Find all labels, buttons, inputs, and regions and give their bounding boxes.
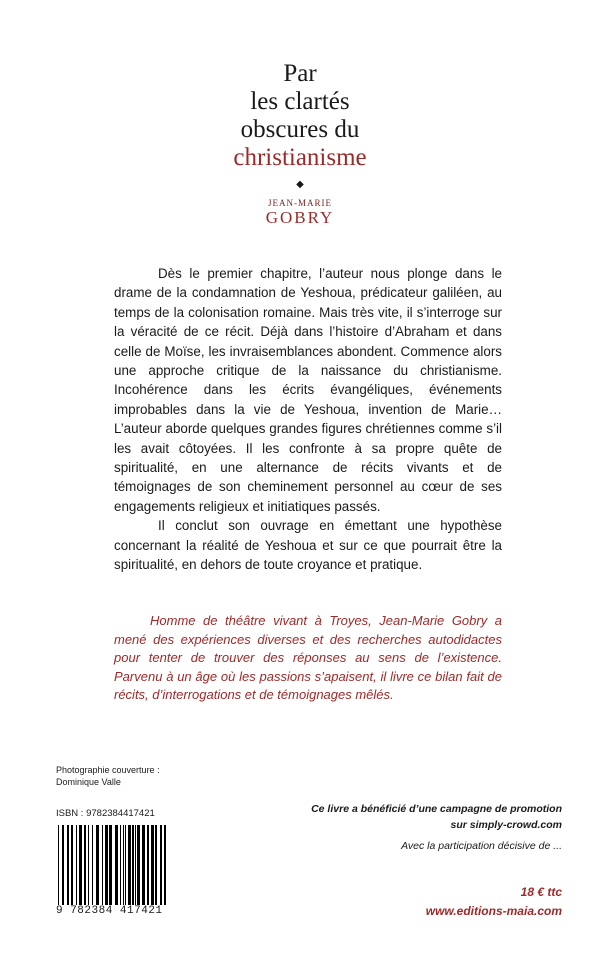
title-line-2: les clartés <box>250 88 350 115</box>
title-line-4: christianisme <box>233 144 367 171</box>
synopsis <box>114 264 502 575</box>
barcode-bar <box>128 825 131 905</box>
barcode-bar <box>132 825 134 905</box>
barcode-bar <box>123 825 124 905</box>
author-bio <box>114 612 502 705</box>
barcode-bar <box>160 825 162 905</box>
barcode-bar <box>88 825 89 905</box>
barcode-bar <box>96 825 99 905</box>
barcode-bar <box>76 825 77 905</box>
barcode-bar <box>109 825 112 905</box>
isbn-label: ISBN : 9782384417421 <box>56 808 155 819</box>
barcode-bar <box>92 825 93 905</box>
barcode-bars <box>56 825 170 905</box>
photo-credit-label: Photographie couverture : <box>56 765 160 775</box>
barcode-bar <box>79 825 82 905</box>
barcode-digits: 9 782384 417421 <box>56 905 172 917</box>
barcode-bar <box>105 825 108 905</box>
barcode-bar <box>142 825 145 905</box>
participation-note: Avec la participation décisive de ... <box>401 840 562 852</box>
barcode-bar <box>58 825 59 905</box>
barcode-bar <box>71 825 73 905</box>
bio-text: Homme de théâtre vivant à Troyes, Jean-Marie Gobry a mené des expériences diverses et des recherches autodidactes pour tenter de trouver des réponses au sens de l’existence. Parvenu à un âge où les passions s’apaisent, il livre ce bilan fait de récits, d’interrogations et de témoignages mêlés. <box>114 613 502 702</box>
barcode-bar <box>84 825 86 905</box>
synopsis-paragraph-1: Dès le premier chapitre, l’auteur nous plonge dans le drame de la condamnation de Yeshoua, prédicateur galiléen, au temps de la colonisation romaine. Mais très vite, il s’interroge sur la véracité de ce récit. Déjà dans l’histoire d’Abraham et dans celle de Moïse, les invraisemblances abondent. Commence alors une approche critique de la naissance du christianisme. Incohérence dans les écrits évangéliques, événements improbables dans la vie de Yeshoua, invention de Marie… L’auteur aborde quelques grandes figures chrétiennes comme s’il les avait côtoyées. Il les confronte à sa propre quête de spiritualité, en une alternance de récits vivants et de témoignages de son cheminement personnel au cœur de ses engagements religieux et initiatiques passés. <box>114 266 502 514</box>
barcode-bar <box>137 825 140 905</box>
barcode-bar <box>102 825 103 905</box>
title-line-1: Par <box>283 60 317 87</box>
promo-notice <box>222 801 562 833</box>
barcode <box>56 825 170 917</box>
promo-line-2: sur simply-crowd.com <box>450 819 562 831</box>
title-line-3: obscures du <box>240 116 360 143</box>
publisher-website: www.editions-maia.com <box>425 904 562 918</box>
synopsis-paragraph-2: Il conclut son ouvrage en émettant une hypothèse concernant la réalité de Yeshoua et sur ce que pourrait être la spiritualité, en dehors de toute croyance et pratique. <box>114 518 502 573</box>
book-title <box>0 60 600 228</box>
barcode-bar <box>155 825 157 905</box>
price: 18 € ttc <box>520 885 562 899</box>
barcode-bar <box>125 825 126 905</box>
barcode-bar <box>120 825 121 905</box>
photo-credit-name: Dominique Valle <box>56 777 121 787</box>
promo-line-1: Ce livre a bénéficié d’une campagne de promotion <box>311 803 562 815</box>
barcode-bar <box>62 825 64 905</box>
barcode-bar <box>147 825 149 905</box>
barcode-bar <box>67 825 69 905</box>
barcode-bar <box>151 825 154 905</box>
barcode-bar <box>115 825 118 905</box>
diamond-icon: ◆ <box>296 179 304 190</box>
author-first-name: JEAN-MARIE <box>268 198 332 208</box>
photo-credit <box>56 764 160 788</box>
barcode-bar <box>135 825 136 905</box>
barcode-bar <box>164 825 166 905</box>
author-last-name: GOBRY <box>265 208 335 227</box>
